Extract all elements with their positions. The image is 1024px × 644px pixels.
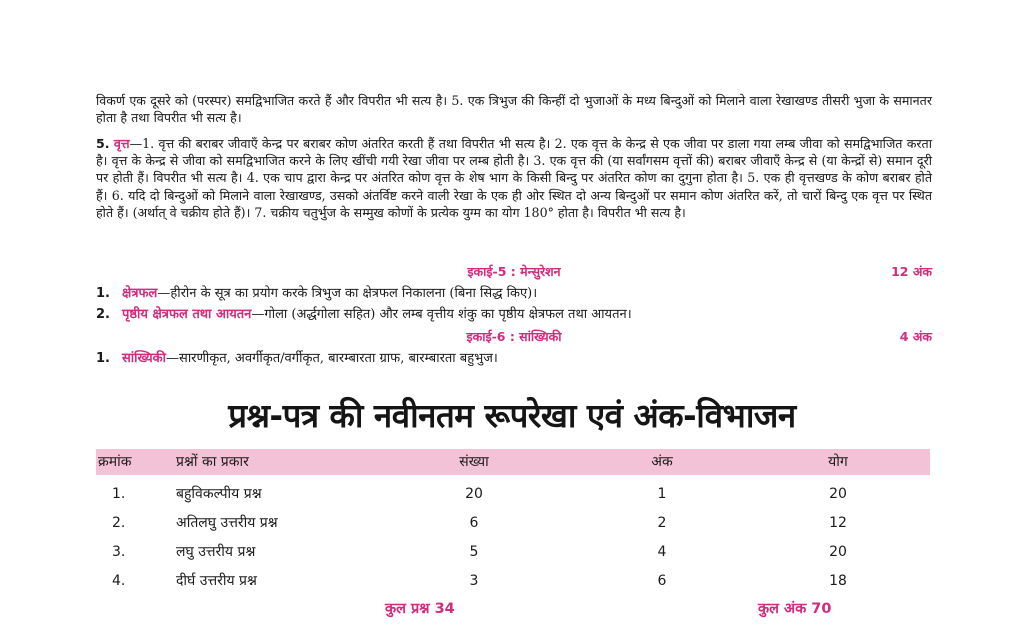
row-marks: 6 xyxy=(657,573,667,589)
row-serial: 3. xyxy=(112,544,126,560)
unit5-item-area xyxy=(96,285,932,303)
circle-number: 5. xyxy=(96,136,110,151)
header-serial: क्रमांक xyxy=(98,454,132,470)
table-row xyxy=(96,480,930,509)
unit6-header xyxy=(96,328,932,346)
unit5-marks: 12 अंक xyxy=(891,264,932,279)
intro-text: विकर्ण एक दूसरे को (परस्पर) समद्विभाजित करते हैं और विपरीत भी सत्य है। 5. एक त्रिभुज की किन्हीं दो भुजाओं के मध्य बिन्दुओं को मिलाने वाला रेखाखण्ड तीसरी भुजा के समानतर होता है तथा विपरीत भी सत्य है। xyxy=(96,93,932,126)
row-type: लघु उत्तरीय प्रश्न xyxy=(176,544,256,560)
row-count: 5 xyxy=(469,544,479,560)
item-text: —हीरोन के सूत्र का प्रयोग करके त्रिभुज का क्षेत्रफल निकालना (बिना सिद्ध किए)। xyxy=(157,286,538,301)
item-text: —सारणीकृत, अवर्गीकृत/वर्गीकृत, बारम्बारता ग्राफ, बारम्बारता बहुभुज। xyxy=(166,351,498,366)
unit5-header xyxy=(96,263,932,281)
row-total: 20 xyxy=(829,544,847,560)
row-marks: 4 xyxy=(657,544,667,560)
table-row xyxy=(96,567,930,596)
row-total: 12 xyxy=(829,515,847,531)
intro-paragraph xyxy=(96,92,932,126)
row-count: 6 xyxy=(469,515,479,531)
table-row xyxy=(96,538,930,567)
row-type: दीर्घ उत्तरीय प्रश्न xyxy=(176,573,257,589)
row-serial: 2. xyxy=(112,515,126,531)
item-title: पृष्ठीय क्षेत्रफल तथा आयतन xyxy=(122,307,252,322)
table-row xyxy=(96,509,930,538)
total-questions: कुल प्रश्न 34 xyxy=(385,601,455,617)
row-serial: 1. xyxy=(112,486,126,502)
row-total: 20 xyxy=(829,486,847,502)
circle-paragraph xyxy=(96,135,932,221)
row-marks: 2 xyxy=(657,515,667,531)
row-type: बहुविकल्पीय प्रश्न xyxy=(176,486,262,502)
row-type: अतिलघु उत्तरीय प्रश्न xyxy=(176,515,278,531)
header-total: योग xyxy=(828,454,848,470)
table-totals xyxy=(96,598,930,622)
circle-text: —1. वृत्त की बराबर जीवाएँ केन्द्र पर बराबर कोण अंतरित करती हैं तथा विपरीत भी सत्य है। 2. एक वृत्त के केन्द्र से एक जीवा पर डाला गया लम्ब जीवा को समद्विभाजित करता है। वृत्त के केन्द्र से जीवा को समद्विभाजित करने के लिए खींची गयी रेखा जीवा पर लम्ब होती है। 3. एक वृत्त की (या सर्वांगसम वृत्तों की) बराबर जीवाएँ केन्द्र से (या केन्द्रों से) समान दूरी पर होती हैं। विपरीत भी सत्य है। 4. एक चाप द्वारा केन्द्र पर अंतरित कोण वृत्त के शेष भाग के किसी बिन्दु पर अंतरित कोण का दुगुना होता है। 5. एक ही वृत्तखण्ड के कोण बराबर होते हैं। 6. यदि दो बिन्दुओं को मिलाने वाला रेखाखण्ड, उसको अंतर्विष्ट करने वाली रेखा के एक ही ओर स्थित दो अन्य बिन्दुओं पर समान कोण अंतरित करें, तो चारों बिन्दु एक वृत्त पर स्थित होते हैं। (अर्थात् वे चक्रीय होते हैं)। 7. चक्रीय चतुर्भुज के सम्मुख कोणों के प्रत्येक युग्म का योग 180° होता है। विपरीत भी सत्य है। xyxy=(96,136,932,220)
row-count: 3 xyxy=(469,573,479,589)
header-count: संख्या xyxy=(459,454,489,470)
page-heading: प्रश्न-पत्र की नवीनतम रूपरेखा एवं अंक-विभाजन xyxy=(228,396,796,435)
unit6-item-statistics xyxy=(96,350,932,368)
total-marks: कुल अंक 70 xyxy=(758,601,832,617)
unit5-title: इकाई-5 : मेन्सुरेशन xyxy=(467,264,561,279)
item-text: —गोला (अर्द्धगोला सहित) और लम्ब वृत्तीय शंकु का पृष्ठीय क्षेत्रफल तथा आयतन। xyxy=(251,307,632,322)
header-question-type: प्रश्नों का प्रकार xyxy=(176,454,249,470)
item-number: 2. xyxy=(96,307,110,322)
row-serial: 4. xyxy=(112,573,126,589)
item-number: 1. xyxy=(96,286,110,301)
row-count: 20 xyxy=(465,486,483,502)
row-total: 18 xyxy=(829,573,847,589)
item-title: सांख्यिकी xyxy=(122,351,167,366)
header-marks: अंक xyxy=(651,454,673,470)
item-title: क्षेत्रफल xyxy=(122,286,158,301)
unit6-marks: 4 अंक xyxy=(899,329,932,344)
table-header xyxy=(96,449,930,475)
row-marks: 1 xyxy=(657,486,667,502)
unit5-item-surface-area xyxy=(96,306,932,324)
unit6-title: इकाई-6 : सांख्यिकी xyxy=(466,329,562,344)
circle-title: वृत्त xyxy=(113,136,130,151)
item-number: 1. xyxy=(96,351,110,366)
